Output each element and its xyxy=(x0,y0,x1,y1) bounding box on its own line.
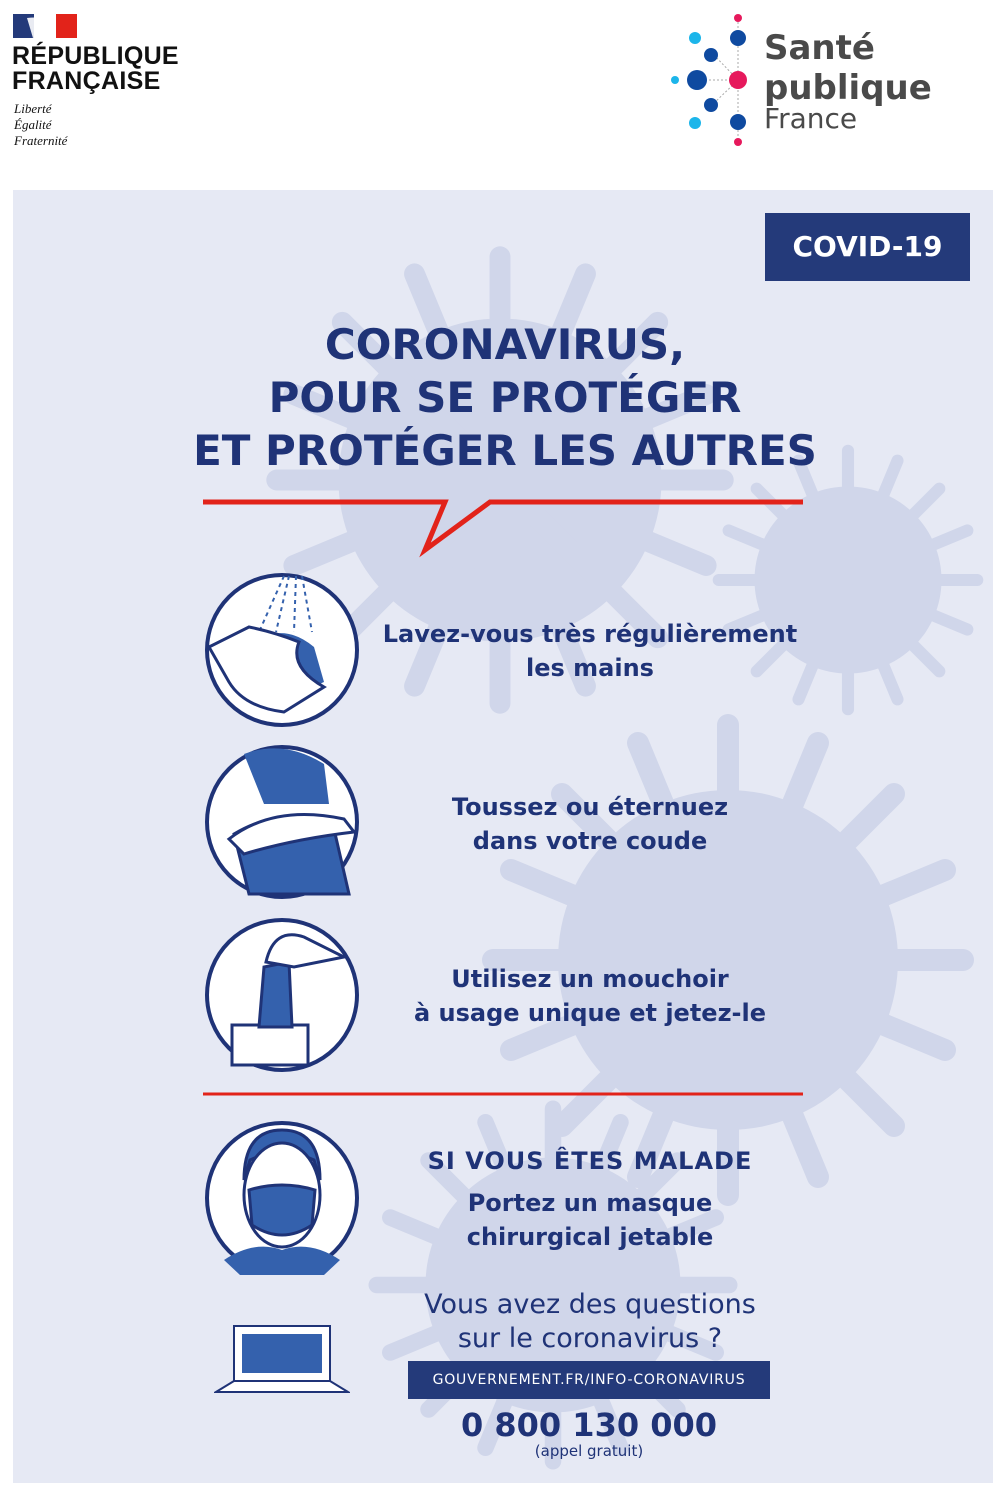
advice-sick-mask: SI VOUS ÊTES MALADE Portez un masque chirurgical jetable xyxy=(350,1144,830,1254)
tissue-icon xyxy=(204,917,360,1073)
poster-title: CORONAVIRUS, POUR SE PROTÉGER ET PROTÉGER LES AUTRES xyxy=(193,320,817,475)
sante-publique-logo-france: France xyxy=(764,102,858,135)
laptop-icon xyxy=(214,1324,350,1396)
hand-washing-icon xyxy=(204,572,360,728)
covid-19-badge: COVID-19 xyxy=(765,213,970,281)
info-url-link[interactable]: GOUVERNEMENT.FR/INFO-CORONAVIRUS xyxy=(408,1361,770,1399)
contact-question: Vous avez des questions sur le coronavirus ? xyxy=(424,1289,756,1354)
advice-tissue: Utilisez un mouchoir à usage unique et jetez-le xyxy=(413,965,767,1027)
sick-heading: SI VOUS ÊTES MALADE xyxy=(427,1147,753,1175)
sante-publique-molecule-logo xyxy=(665,10,755,150)
marianne-flag-logo xyxy=(13,14,77,38)
advice-cough-elbow: Toussez ou éternuez dans votre coude xyxy=(451,793,729,855)
mask-icon xyxy=(204,1120,360,1276)
cough-elbow-icon xyxy=(204,744,360,900)
phone-note: (appel gratuit) xyxy=(534,1442,644,1460)
phone-number[interactable]: 0 800 130 000 xyxy=(460,1406,718,1444)
republic-motto: Liberté Égalité Fraternité xyxy=(14,101,68,148)
advice-hand-washing: Lavez-vous très régulièrement les mains xyxy=(382,620,798,682)
republique-francaise-logo-text: RÉPUBLIQUE FRANÇAISE xyxy=(12,42,179,95)
sante-publique-logo-text: Santé publique xyxy=(764,28,932,108)
